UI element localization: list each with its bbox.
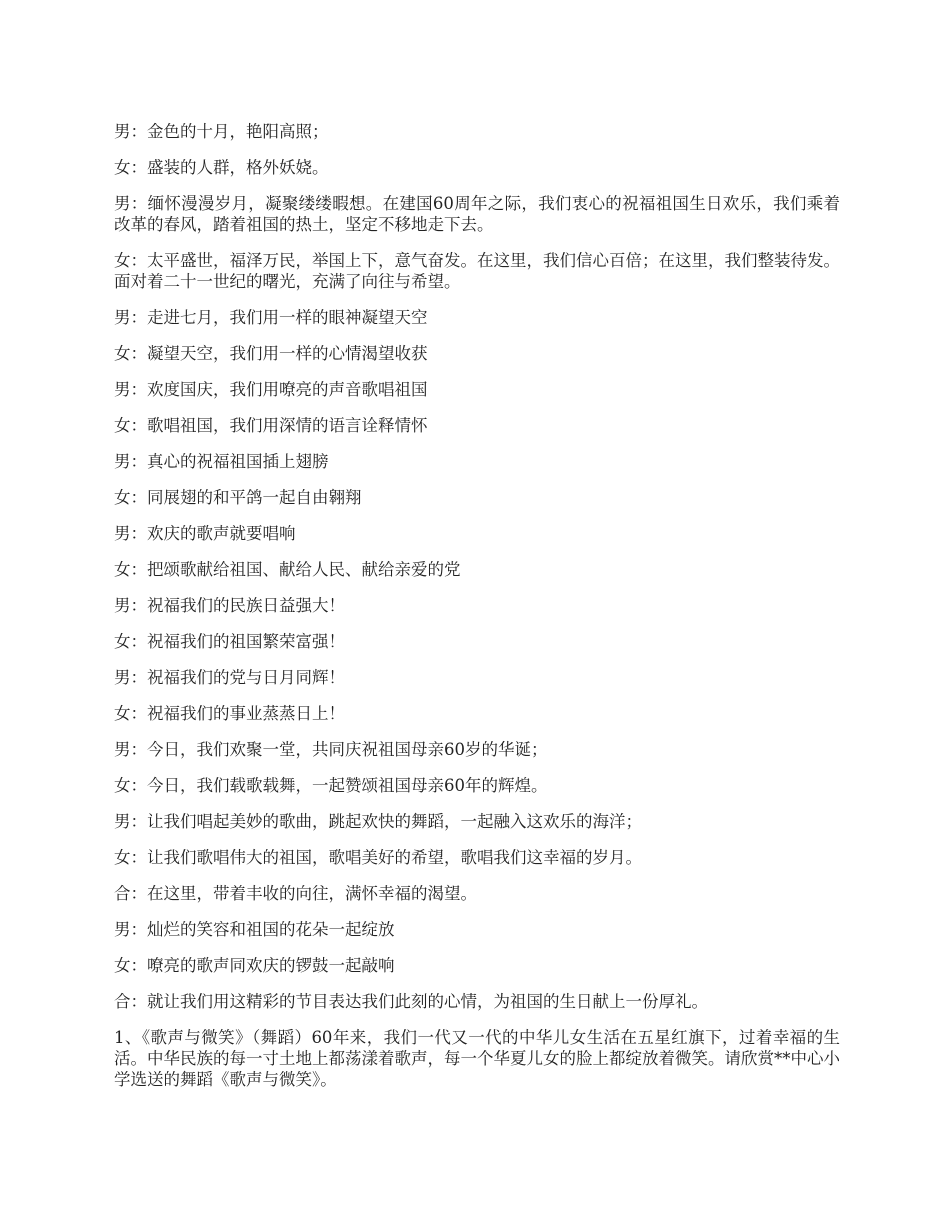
paragraph: 女：今日，我们载歌载舞，一起赞颂祖国母亲60年的辉煌。 [114,776,548,795]
paragraph: 男：金色的十月，艳阳高照； [114,122,329,141]
paragraph: 男：欢庆的歌声就要唱响 [114,524,296,543]
paragraph: 女：让我们歌唱伟大的祖国，歌唱美好的希望，歌唱我们这幸福的岁月。 [114,848,642,867]
paragraph: 女：歌唱祖国，我们用深情的语言诠释情怀 [114,416,428,435]
paragraph: 合：在这里，带着丰收的向往，满怀幸福的渴望。 [114,884,477,903]
paragraph: 女：太平盛世，福泽万民，举国上下，意气奋发。在这里，我们信心百倍；在这里，我们整装待发。面对着二十一世纪的曙光，充满了向往与希望。 [114,251,840,291]
paragraph: 女：祝福我们的事业蒸蒸日上！ [114,704,345,723]
paragraph: 女：把颂歌献给祖国、献给人民、献给亲爱的党 [114,560,461,579]
document-body [114,121,840,1105]
paragraph: 男：让我们唱起美妙的歌曲，跳起欢快的舞蹈，一起融入这欢乐的海洋； [114,812,642,831]
paragraph: 男：缅怀漫漫岁月，凝聚缕缕暇想。在建国60周年之际，我们衷心的祝福祖国生日欢乐，我们乘着改革的春风，踏着祖国的热土，坚定不移地走下去。 [114,194,840,234]
paragraph: 女：凝望天空，我们用一样的心情渴望收获 [114,344,428,363]
paragraph: 男：今日，我们欢聚一堂，共同庆祝祖国母亲60岁的华诞； [114,740,548,759]
paragraph: 女：同展翅的和平鸽一起自由翱翔 [114,488,362,507]
paragraph: 男：走进七月，我们用一样的眼神凝望天空 [114,308,428,327]
paragraph: 女：嘹亮的歌声同欢庆的锣鼓一起敲响 [114,956,395,975]
paragraph: 1、《歌声与微笑》（舞蹈）60年来，我们一代又一代的中华儿女生活在五星红旗下，过着幸福的生活。中华民族的每一寸土地上都荡漾着歌声，每一个华夏儿女的脸上都绽放着微笑。请欣赏**中心小学选送的舞蹈《歌声与微笑》。 [114,1028,840,1089]
paragraph: 男：真心的祝福祖国插上翅膀 [114,452,329,471]
paragraph: 合：就让我们用这精彩的节目表达我们此刻的心情，为祖国的生日献上一份厚礼。 [114,992,708,1011]
paragraph: 女：盛装的人群，格外妖娆。 [114,158,329,177]
paragraph: 男：祝福我们的党与日月同辉！ [114,668,345,687]
paragraph: 男：灿烂的笑容和祖国的花朵一起绽放 [114,920,395,939]
paragraph: 男：欢度国庆，我们用嘹亮的声音歌唱祖国 [114,380,428,399]
paragraph: 男：祝福我们的民族日益强大！ [114,596,345,615]
paragraph: 女：祝福我们的祖国繁荣富强！ [114,632,345,651]
